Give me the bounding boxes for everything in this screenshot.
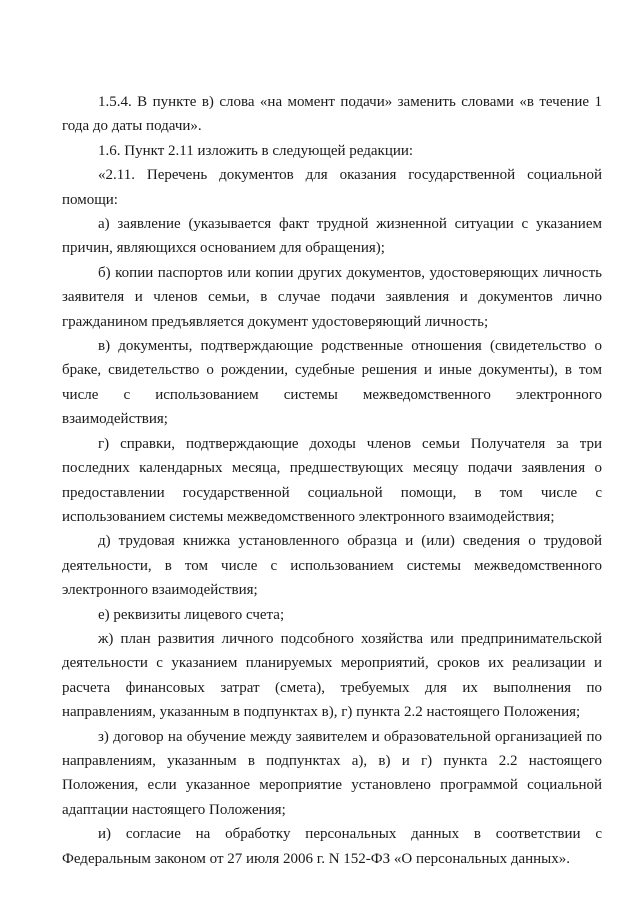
paragraph-1-5-4: 1.5.4. В пункте в) слова «на момент подачи» заменить словами «в течение 1 года до даты подачи». — [62, 94, 602, 135]
list-item-zh: ж) план развития личного подсобного хозяйства или предпринимательской деятельности с указанием планируемых мероприятий, сроков их реализации и расчета финансовых затрат (смета), требуемых для их выполнения по направлениям, указанным в подпунктах в), г) пункта 2.2 настоящего Положения; — [62, 630, 602, 721]
list-item-i: и) согласие на обработку персональных данных в соответствии с Федеральным законом от 27 июля 2006 г. N 152-ФЗ «О персональных данных». — [62, 826, 602, 867]
document-body — [62, 90, 602, 871]
paragraph-2-11-heading: «2.11. Перечень документов для оказания государственной социальной помощи: — [62, 167, 602, 208]
list-item-e: е) реквизиты лицевого счета; — [98, 606, 285, 623]
list-item-d: д) трудовая книжка установленного образца и (или) сведения о трудовой деятельности, в том числе с использованием системы межведомственного электронного взаимодействия; — [62, 533, 602, 599]
list-item-z: з) договор на обучение между заявителем и образовательной организацией по направлениям, указанным в подпунктах а), в) и г) пункта 2.2 настоящего Положения, если указанное мероприятие установлено программой социальной адаптации настоящего Положения; — [62, 728, 602, 818]
list-item-b: б) копии паспортов или копии других документов, удостоверяющих личность заявителя и членов семьи, в случае подачи заявления и документов лично гражданином предъявляется документ удостоверяющий личность; — [62, 264, 602, 330]
list-item-v: в) документы, подтверждающие родственные отношения (свидетельство о браке, свидетельство о рождении, судебные решения и иные документы), в том числе с использованием системы межведомственного электронного взаимодействия; — [62, 338, 602, 428]
list-item-g: г) справки, подтверждающие доходы членов семьи Получателя за три последних календарных месяца, предшествующих месяцу подачи заявления о предоставлении государственной социальной помощи, в том числе с использованием системы межведомственного электронного взаимодействия; — [62, 435, 602, 525]
paragraph-1-6: 1.6. Пункт 2.11 изложить в следующей редакции: — [98, 142, 414, 159]
list-item-a: а) заявление (указывается факт трудной жизненной ситуации с указанием причин, являющихся основанием для обращения); — [62, 216, 602, 257]
